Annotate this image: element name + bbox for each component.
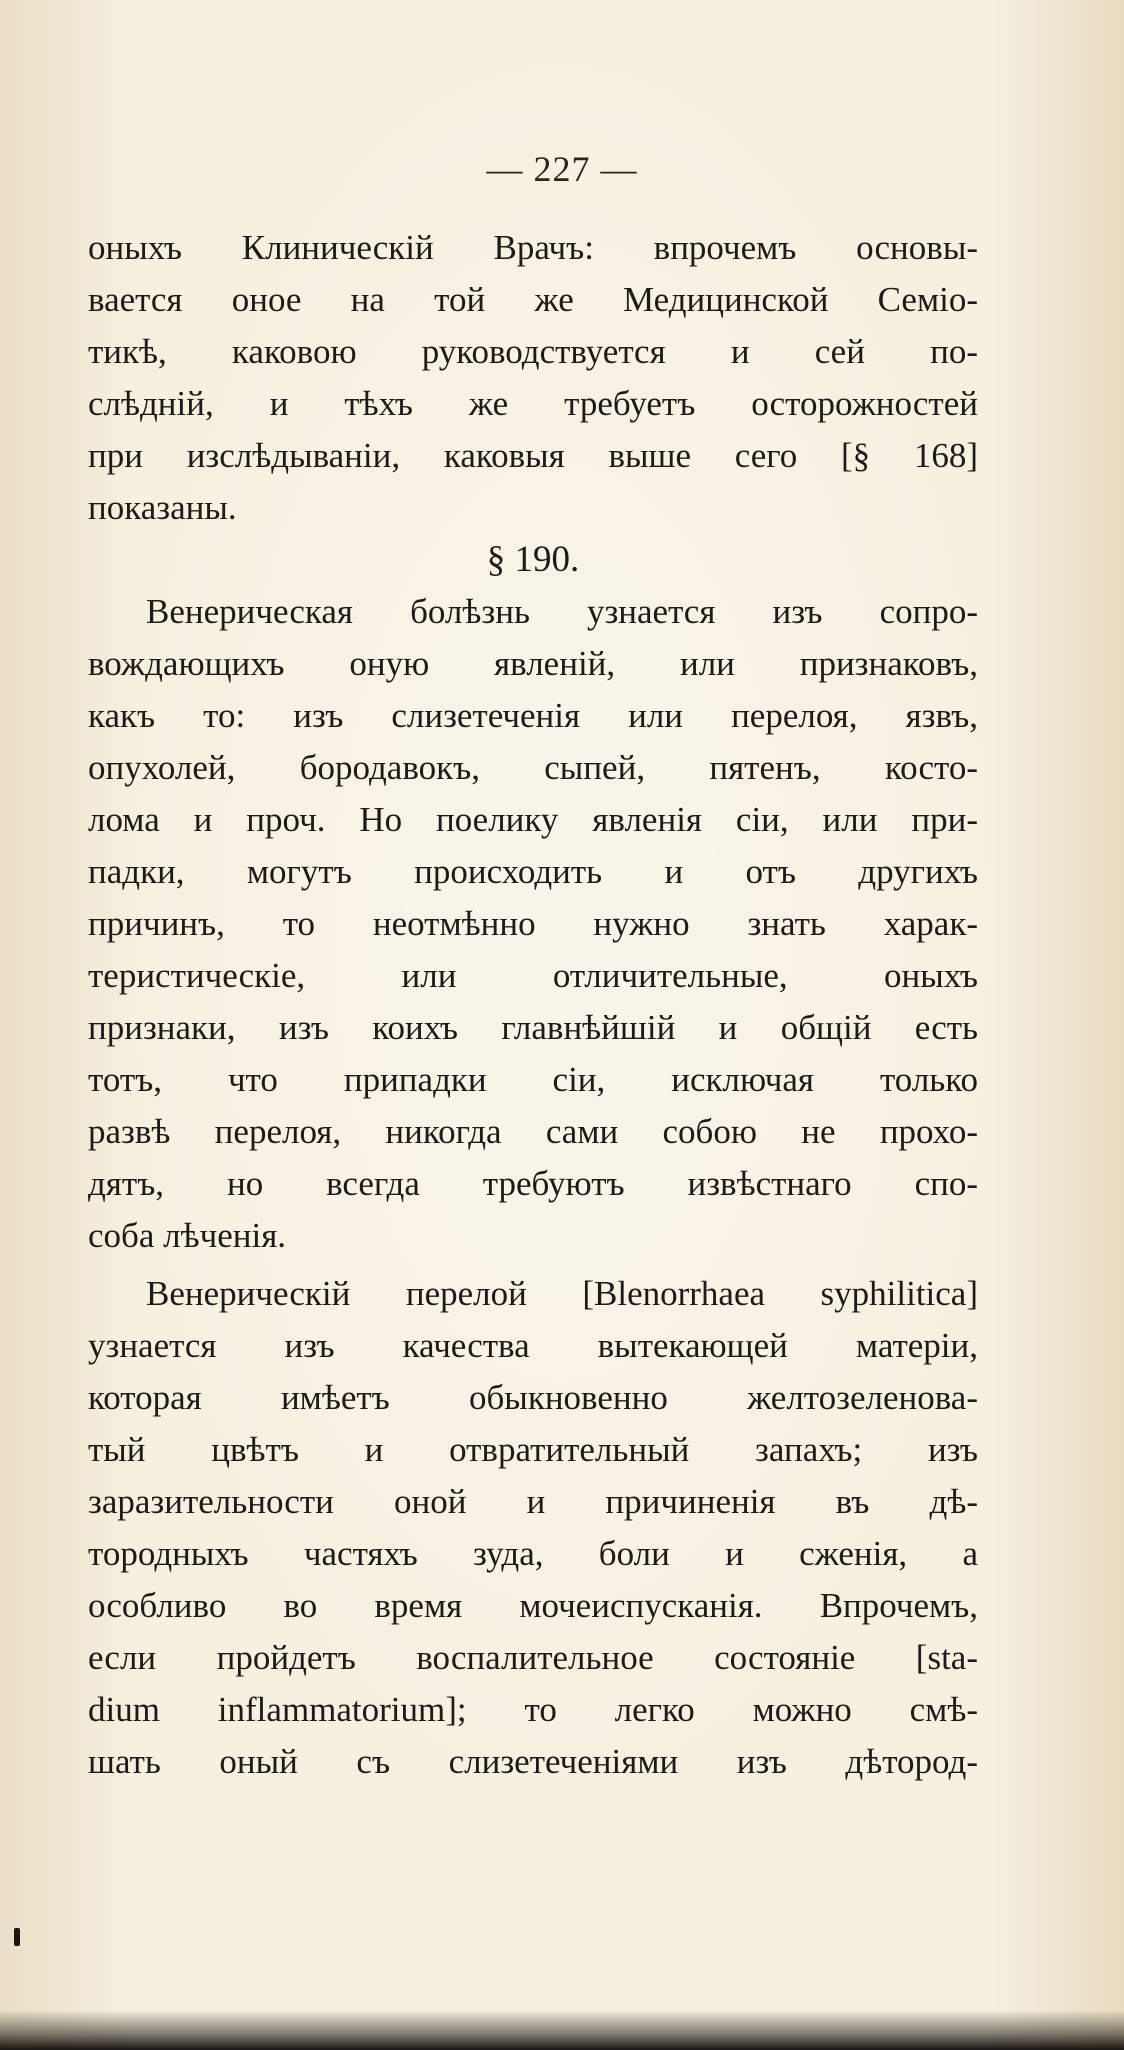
- text-line: при изслѣдываніи, каковыя выше сего [§ 168]: [88, 436, 978, 475]
- text-line: опухолей, бородавокъ, сыпей, пятенъ, косто-: [88, 748, 978, 787]
- text-line: тотъ, что припадки сіи, исключая только: [88, 1060, 978, 1099]
- page-number: — 227 —: [486, 149, 638, 189]
- text-line: признаки, изъ коихъ главнѣйшій и общій есть: [88, 1008, 978, 1047]
- text-line: дятъ, но всегда требуютъ извѣстнаго спо-: [88, 1164, 978, 1203]
- text-line: какъ то: изъ слизетеченія или перелоя, язвъ,: [88, 696, 978, 735]
- text-line: показаны.: [88, 488, 237, 527]
- text-line: шать оный съ слизетеченіями изъ дѣтород-: [88, 1742, 978, 1781]
- text-line: оныхъ Клиническій Врачъ: впрочемъ основы-: [88, 228, 978, 267]
- body-text: [88, 222, 978, 1788]
- text-line: слѣдній, и тѣхъ же требуетъ осторожностей: [88, 384, 978, 423]
- text-line: вается оное на той же Медицинской Семіо-: [88, 280, 978, 319]
- text-line: соба лѣченія.: [88, 1216, 287, 1255]
- text-line: падки, могутъ происходить и отъ другихъ: [88, 852, 978, 891]
- text-line: dium inflammatorium]; то легко можно смѣ-: [88, 1690, 978, 1729]
- text-line: теристическіе, или отличительные, оныхъ: [88, 956, 978, 995]
- text-line: тородныхъ частяхъ зуда, боли и сженія, а: [88, 1534, 978, 1573]
- text-line: развѣ перелоя, никогда сами собою не прохо-: [88, 1112, 978, 1151]
- text-line: Венерическій перелой [Blenorrhaea syphilitica]: [146, 1274, 978, 1313]
- text-line: узнается изъ качества вытекающей матеріи,: [88, 1326, 978, 1365]
- section-heading: § 190.: [486, 539, 580, 580]
- text-line: если пройдетъ воспалительное состояніе [sta-: [88, 1638, 978, 1677]
- text-line: заразительности оной и причиненія въ дѣ-: [88, 1482, 978, 1521]
- text-line: особливо во время мочеиспусканія. Впрочемъ,: [88, 1586, 978, 1625]
- text-line: вождающихъ оную явленій, или признаковъ,: [88, 644, 978, 683]
- text-line: тикѣ, каковою руководствуется и сей по-: [88, 332, 978, 371]
- text-line: которая имѣетъ обыкновенно желтозеленова-: [88, 1378, 978, 1417]
- text-line: причинъ, то неотмѣнно нужно знать харак-: [88, 904, 978, 943]
- text-line: лома и проч. Но поелику явленія сіи, или при-: [88, 800, 978, 839]
- text-line: Венерическая болѣзнь узнается изъ сопро-: [146, 592, 978, 631]
- page-edge-shadow: [0, 2010, 1124, 2050]
- text-line: тый цвѣтъ и отвратительный запахъ; изъ: [88, 1430, 978, 1469]
- ink-mark: [14, 1928, 20, 1946]
